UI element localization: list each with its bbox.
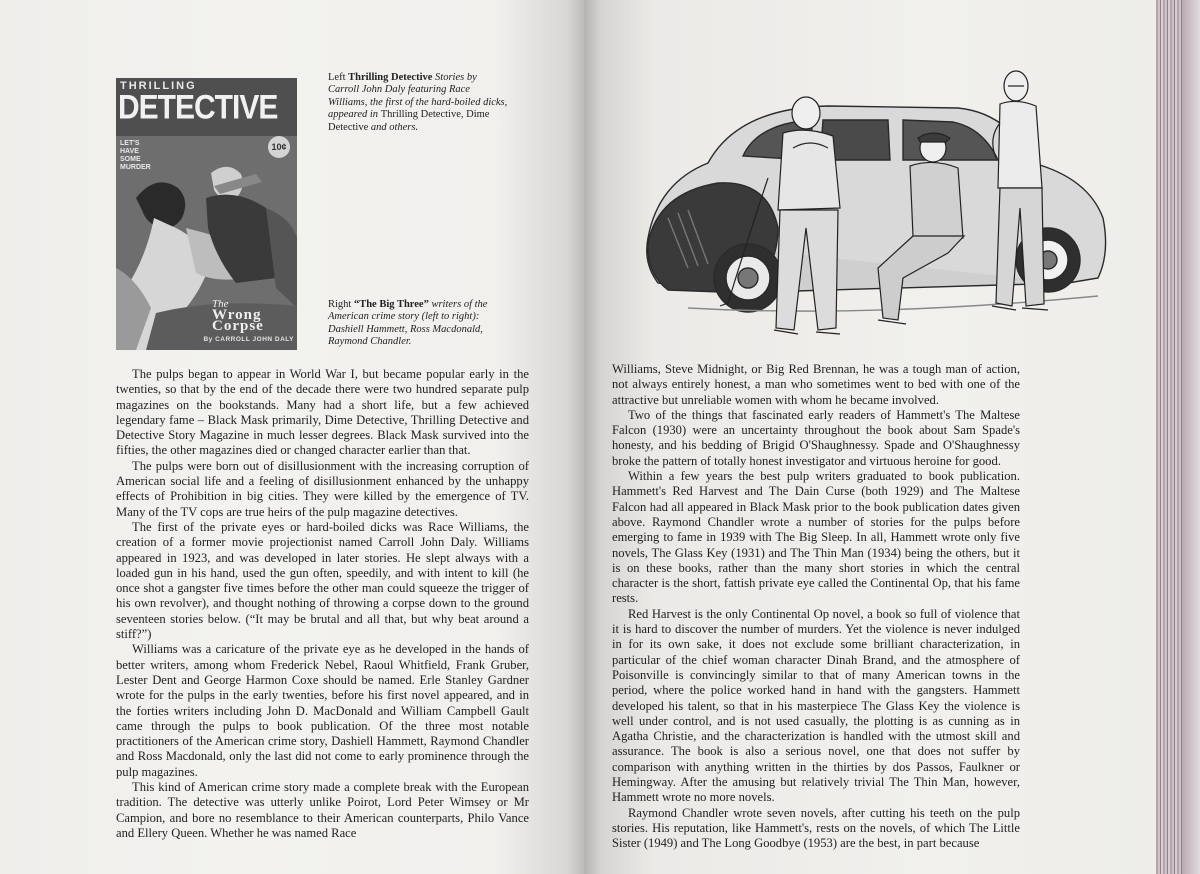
page-edges <box>1156 0 1200 874</box>
left-page <box>0 0 584 874</box>
caption-left-direction: Left <box>328 72 346 83</box>
right-paragraph: Within a few years the best pulp writers graduated to book publication. Hammett's Red Harvest and The Dain Curse (both 1929) and The Maltese Falcon had all appeared in Black Mask prior to the book publication dates given above. Raymond Chandler wrote a number of stories for the pulps before emerging to fame in 1939 with The Big Sleep. In all, Hammett wrote only five novels, The Glass Key (1931) and The Thin Man (1934) being the others, but it is on these books, rather than the many short stories in which the central character is the short, fattish private eye called the Continental Op, that his fame rests. <box>612 469 1020 606</box>
cover-story-title <box>212 299 292 332</box>
caption-left-upright-b: Dime Detective <box>328 109 490 133</box>
cover-title: DETECTIVE <box>118 88 278 127</box>
cover-story-name: Wrong Corpse <box>212 307 264 334</box>
page-edges-inner <box>1182 0 1200 874</box>
caption-right-direction: Right <box>328 299 352 310</box>
right-text-column <box>612 362 1020 852</box>
right-paragraph: Two of the things that fascinated early readers of Hammett's The Maltese Falcon (1930) were an uncertainty throughout the book about Sam Spade's honesty, and his bedding of Brigid O'Shaughnessy. Spade and O'Shaughnessy broke the pattern of totally honest investigator and virtuous heroine for good. <box>612 407 1020 468</box>
caption-right-text: writers of the American crime story (left to right): Dashiell Hammett, Ross Macdonald, Raymond Chandler. <box>328 299 488 348</box>
caption-left <box>328 72 510 134</box>
caption-left-upright-a: Thrilling Detective <box>380 109 461 121</box>
cover-masthead: THRILLING <box>120 80 197 92</box>
thrilling-detective-cover-image <box>116 78 297 350</box>
caption-left-text-c: and others. <box>368 121 419 133</box>
left-paragraph: The pulps began to appear in World War I, but became popular early in the twenties, so that by the end of the decade there were two hundred separate pulp magazines on the bookstands. Many had a short life, but a few achieved legendary fame – Black Mask primarily, Dime Detective, Thrilling Detective and Detective Story Magazine in much lesser degrees. Black Mask survived into the fifties, the other magazines died or changed character earlier than that. <box>116 367 529 458</box>
left-paragraph: The first of the private eyes or hard-boiled dicks was Race Williams, the creation of a former movie projectionist named Carroll John Daly. Williams appeared in 1923, and was developed in later stories. He slept always with a loaded gun in his hand, used the gun often, speedily, and with intent to kill (he once shot a gangster five times before the other man could squeeze the trigger of his own revolver), and thought nothing of throwing a corpse down to the ground seventeen stories below. (“It may be brutal and all that, but why beat around a stiff?”) <box>116 519 529 642</box>
left-paragraph: This kind of American crime story made a complete break with the European tradition. The detective was utterly unlike Poirot, Lord Peter Wimsey or Mr Campion, and bore no resemblance to their American counterparts, Philo Vance and Ellery Queen. Whether he was named Race <box>116 780 529 840</box>
right-paragraph: Williams, Steve Midnight, or Big Red Brennan, he was a tough man of action, not always entirely honest, a man who sometimes went to bed with one of the attractive but unreliable women with whom he became involved. <box>612 362 1020 407</box>
cover-blurb: LET'S HAVE SOME MURDER <box>120 140 151 171</box>
left-paragraph: The pulps were born out of disillusionment with the increasing corruption of American social life and a feeling of disillusionment enhanced by the unhappy effects of Prohibition in big cities. They were killed by the emergence of TV. Many of the TV cops are true heirs of the pulp magazine detectives. <box>116 458 529 519</box>
caption-right-bold: “The Big Three” <box>353 299 429 310</box>
caption-left-text-a: Stories by Carroll John Daly featuring Race Williams, the first of the hard-boiled dicks, appeared in <box>328 72 508 121</box>
right-paragraph: Raymond Chandler wrote seven novels, after cutting his teeth on the pulp stories. His reputation, like Hammett's, rests on the novels, of which The Little Sister (1949) and The Long Goodbye (1953) are the best, in part because <box>612 805 1020 851</box>
left-text-column <box>116 367 529 841</box>
caption-left-text-b: , <box>460 109 467 121</box>
cover-story-prefix: The <box>212 298 229 310</box>
caption-left-bold: Thrilling Detective <box>348 72 433 83</box>
caption-right <box>328 299 514 349</box>
cover-author: By CARROLL JOHN DALY <box>203 336 294 343</box>
left-paragraph: Williams was a caricature of the private eye as he developed in the hands of better writers, among whom Frederick Nebel, Raoul Whitfield, Frank Gruber, Lester Dent and George Harmon Coxe should be named. Erle Stanley Gardner wrote for the pulps in the early twenties, before his first novel appeared, and in the forties writers including John D. MacDonald and William Campbell Gault came through the pulps to book publication. Of the three most notable practitioners of the American crime story, Dashiell Hammett, Raymond Chandler and Ross Macdonald, only the last did not come to early prominence through the pulp magazines. <box>116 642 529 779</box>
cover-price-badge: 10¢ <box>268 136 290 158</box>
right-paragraph: Red Harvest is the only Continental Op novel, a book so full of violence that it is hard to discover the number of murders. Yet the violence is never indulged in for its own sake, it does not exclude some brilliant characterization, in particular of the chief woman character Dinah Brand, and the atmosphere of Poisonville is convincingly similar to that of many American towns in the period, where the police worked hand in hand with the gangsters. Hammett developed his talent, so that in his masterpiece The Glass Key the violence is well under control, and is not used casually, the plotting is as cunning as in Agatha Christie, and the characterization is handled with the utmost skill and assurance. The book is also a serious novel, one that does not suffer by comparison with anything written in the thirties by dos Passos, Faulkner or Hemingway. After the amusing but relatively trivial The Thin Man, however, Hammett wrote no more novels. <box>612 606 1020 805</box>
big-three-illustration <box>628 68 1118 358</box>
